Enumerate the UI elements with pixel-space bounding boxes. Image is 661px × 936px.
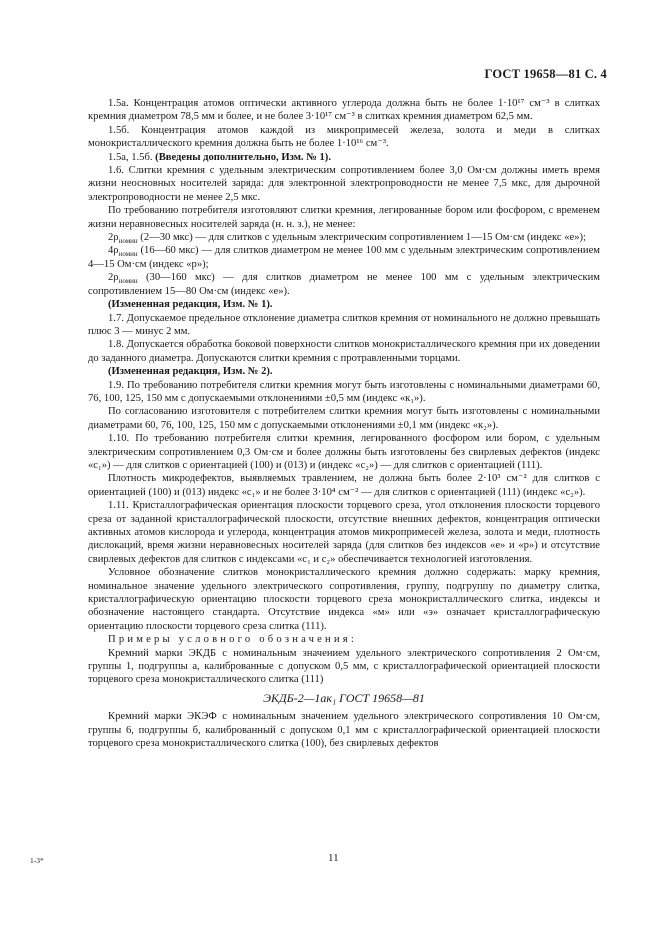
paragraph-1-7: 1.7. Допускаемое предельное отклонение диаметра слитков кремния от номинального не должно превышать плюс 3 — минус 2 мм. [88,312,600,337]
page-number: 11 [328,852,339,864]
rho-subscript: номин [118,277,138,286]
paragraph-1-6: 1.6. Слитки кремния с удельным электрическим сопротивлением более 3,0 Ом·см должны иметь время жизни неосновных носителей заряда: для электронной электропроводности не менее 7,5 мкс, для дырочной электропроводности не менее 2,5 мкс. [88,165,600,203]
footer-mark: 1-3* [30,856,44,865]
paragraph-microdefects: Плотность микродефектов, выявляемых травлением, не должна быть более 2·10³ см⁻² для слитков с ориентацией (100) и (013) индекс «с₁» и не более 3·10⁴ см⁻² — для слитков с ориентацией (111) (индекс «с₂»). [88,473,600,498]
amendment-note-3: (Измененная редакция, Изм. № 2). [108,366,273,378]
paragraph-1-8: 1.8. Допускается обработка боковой поверхности слитков монокристаллического кремния при их доведении до заданного диаметра. Допускаются слитки кремния с протравленными торцами. [88,339,600,364]
amendment-note-1 [88,151,600,164]
examples-heading: Примеры условного обозначения: [108,634,357,646]
amendment-note-2: (Измененная редакция, Изм. № 1). [108,299,273,311]
lifetime-item-2 [88,244,600,271]
paragraph-1-10: 1.10. По требованию потребителя слитки кремния, легированного фосфором или бором, с удельным электрическим сопротивлением 0,3 Ом·см и более должны быть изготовлены без свирлевых дефектов (индекс «с₁») — для слитков с ориентацией (100) и (013) и (индекс «с₂») — для слитков с ориентацией (111). [88,433,600,471]
lifetime-item-text: (30—160 мкс) — для слитков диаметром не менее 100 мм с удельным электрическим сопротивлением 15—80 Ом·см (индекс «е»). [88,272,600,297]
paragraph-consumer-request: По требованию потребителя изготовляют слитки кремния, легированные бором или фосфором, с временем жизни неравновесных носителей заряда (н. н. з.), не менее: [88,205,600,230]
paragraph-1-11: 1.11. Кристаллографическая ориентация плоскости торцевого среза, угол отклонения плоскости торцевого среза от заданной кристаллографической плоскости, отсутствие внешних дефектов, концентрация оптически активных атомов кислорода и углерода, концентрация атомов микропримесей железа, золота и меди, плотность дислокаций, время жизни неравновесных носителей заряда (для слитков без индексов «е» и «р») и отсутствие свирлевых дефектов для слитков с индексами «с₁ и с₂» обеспечивается технологией изготовления. [88,500,600,565]
rho-symbol: 2ρ [108,272,119,284]
lifetime-item-text: (2—30 мкс) — для слитков с удельным электрическим сопротивлением 1—15 Ом·см (индекс «е»); [137,232,586,244]
rho-subscript: номин [118,237,138,246]
document-body [88,97,600,751]
lifetime-item-1 [88,231,600,244]
lifetime-item-text: (16—60 мкс) — для слитков диаметром не менее 100 мм с удельным электрическим сопротивлением 4—15 Ом·см (индекс «р»); [88,245,600,270]
example-1: Кремний марки ЭКДБ с номинальным значением удельного электрического сопротивления 2 Ом·см, группы 1, подгруппы а, калиброванные с допуском 0,5 мм, с кристаллографической ориентацией плоскости торцевого среза монокристаллического слитка (111) [88,647,600,686]
example-2: Кремний марки ЭКЭФ с номинальным значением удельного электрического сопротивления 10 Ом·см, группы 6, подгруппы б, калиброванный с допуском 0,1 мм с кристаллографической ориентацией плоскости торцевого среза монокристаллического слитка (100), без свирлевых дефектов [88,711,600,750]
rho-subscript: номин [118,250,138,259]
paragraph-agreement: По согласованию изготовителя с потребителем слитки кремния могут быть изготовлены с номинальными диаметрами 60, 76, 100, 125, 150 мм с допускаемыми отклонениями ±0,1 мм (индекс «к₂»). [88,406,600,431]
rho-symbol: 2ρ [108,232,119,244]
amendment-text: (Введены дополнительно, Изм. № 1). [155,151,331,163]
paragraph-1-9: 1.9. По требованию потребителя слитки кремния могут быть изготовлены с номинальными диаметрами 60, 76, 100, 125, 150 мм с допускаемыми отклонениями ±0,5 мм (индекс «к₁»). [88,379,600,404]
lifetime-item-3 [88,271,600,298]
rho-symbol: 4ρ [108,245,119,257]
paragraph-designation: Условное обозначение слитков монокристаллического кремния должно содержать: марку кремния, номинальное значение удельного электрического сопротивления, группу, подгруппу по диаметру слитка, кристаллографическую ориентацию плоскости торцевого среза монокристаллического слитка, индексы и обозначение настоящего стандарта. Отсутствие индекса «м» или «э» означает кристаллографическую ориентацию плоскости торцевого среза слитка (111). [88,567,600,632]
paragraph-1-5a: 1.5а. Концентрация атомов оптически активного углерода должна быть не более 1·10¹⁷ см⁻³ в слитках кремния диаметром 78,5 мм и более, и не более 3·10¹⁷ см⁻³ в слитках кремния диаметром 62,5 мм. [88,98,600,123]
amendment-ref: 1.5а, 1.5б. [108,151,156,163]
page-header: ГОСТ 19658—81 С. 4 [484,67,607,81]
paragraph-1-5b: 1.5б. Концентрация атомов каждой из микропримесей железа, золота и меди в слитках монокристаллического кремния должна быть не более 1·10¹⁶ см⁻³. [88,124,600,150]
example-formula: ЭКДБ-2—1ак₁ ГОСТ 19658—81 [263,690,425,705]
